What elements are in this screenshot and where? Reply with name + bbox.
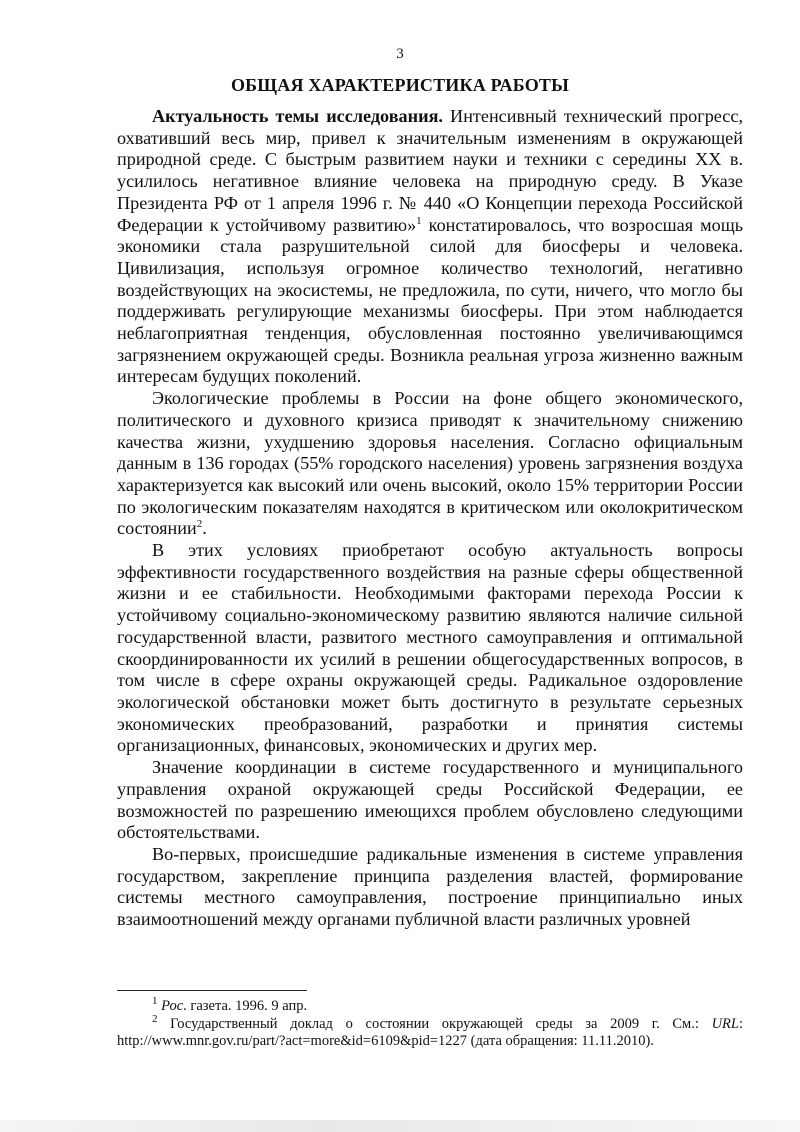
scan-edge	[0, 1120, 800, 1132]
paragraph-text: Интенсивный технический прогресс, охвативший весь мир, привел к значительным изменениям в окружающей природной среде. С быстрым развитием науки и техники с середины XX в. усилилось негативное влияние человека на природную среду. В Указе Президента РФ от 1 апреля 1996 г. № 440 «О Концепции перехода Российской Федерации к устойчивому развитию»	[117, 106, 744, 235]
footnote-2	[117, 1012, 743, 1051]
paragraph-ecology-problems	[117, 388, 743, 540]
paragraph-coordination: Значение координации в системе государственного и муниципального управления охраной окружающей среды Российской Федерации, ее возможностей по разрешению имеющихся проблем обусловлено следующими обстоятельствами.	[117, 757, 743, 843]
footnote-1	[117, 995, 743, 1016]
paragraph-conditions: В этих условиях приобретают особую актуальность вопросы эффективности государственного воздействия на разные сферы общественной жизни и ее стабильности. Необходимыми факторами перехода России к устойчивому социально-экономическому развитию являются наличие сильной государственной власти, развитого местного самоуправления и оптимальной скоординированности их усилий в решении общегосударственных вопросов, в том числе в сфере охраны окружающей среды. Радикальное оздоровление экологической обстановки может быть достигнуто в результате серьезных экономических преобразований, разработки и принятия системы организационных, финансовых, экономических и других мер.	[117, 540, 743, 756]
footnote-2-url-label: URL	[711, 1015, 739, 1032]
footnote-2-number: 2	[152, 1012, 158, 1025]
footnote-divider	[117, 990, 307, 991]
footnote-1-source: Рос	[161, 998, 184, 1014]
paragraph-relevance	[117, 106, 743, 388]
footnote-1-text: . газета. 1996. 9 апр.	[183, 998, 308, 1014]
paragraph-text: Экологические проблемы в России на фоне общего экономического, политического и духовного кризиса приводят к значительному снижению качества жизни, ухудшению здоровья населения. Согласно официальным данным в 136 городах (55% городского населения) уровень загрязнения воздуха характеризуется как высокий или очень высокий, около 15% территории России по экологическим показателям находятся в критическом или околокритическом состоянии	[117, 388, 743, 539]
paragraph-end: .	[202, 518, 207, 539]
footnote-ref-1[interactable]: 1	[416, 214, 422, 227]
footnote-2-link[interactable]: : http://www.mnr.gov.ru/part/?act=more&id=6109&pid=1227 (дата обращения: 11.11.2010).	[117, 1015, 743, 1049]
footnote-1-number: 1	[152, 995, 158, 1008]
page-number: 3	[396, 46, 404, 62]
paragraph-text: констатировалось, что возросшая мощь экономики стала разрушительной силой для биосферы и человека. Цивилизация, используя огромное количество технологий, негативно воздействующих на экосистемы, не предложила, по сути, ничего, что могло бы поддерживать регулирующие механизмы биосферы. При этом наблюдается неблагоприятная тенденция, обусловленная постоянно увеличивающимся загрязнением окружающей среды. Возникла реальная угроза жизненно важным интересам будущих поколений.	[117, 214, 743, 387]
page-title: ОБЩАЯ ХАРАКТЕРИСТИКА РАБОТЫ	[230, 75, 570, 95]
footnote-ref-2[interactable]: 2	[196, 518, 203, 531]
main-text	[117, 106, 743, 931]
footnotes	[117, 995, 743, 1051]
footnote-2-text: Государственный доклад о состоянии окружающей среды за 2009 г. См.:	[157, 1015, 712, 1032]
relevance-lead: Актуальность темы исследования.	[152, 106, 443, 126]
paragraph-firstly: Во-первых, происшедшие радикальные изменения в системе управления государством, закрепление принципа разделения властей, формирование системы местного самоуправления, построение принципиально иных взаимоотношений между органами публичной власти различных уровней	[117, 843, 743, 930]
